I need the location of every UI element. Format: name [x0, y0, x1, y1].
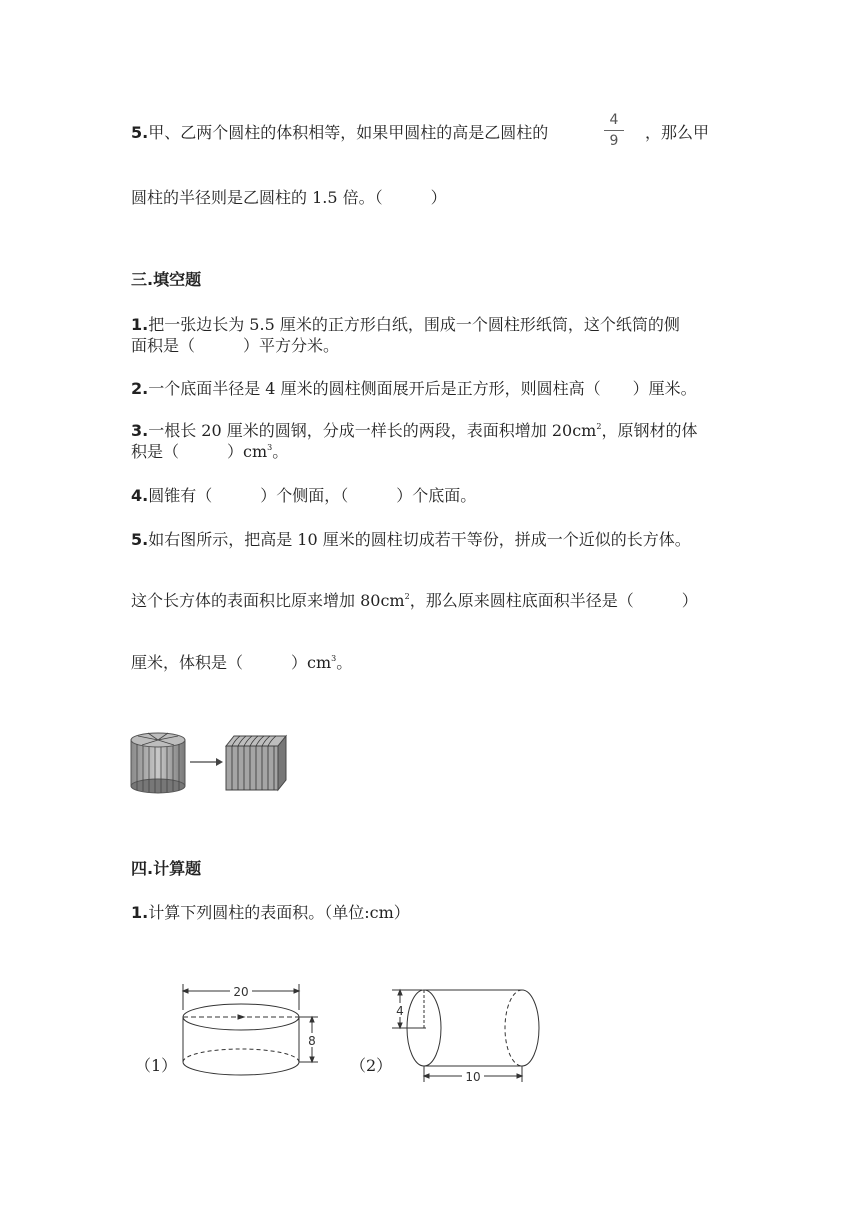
- question-text: 厘米，体积是（ ）cm: [131, 653, 332, 672]
- question-text: 甲、乙两个圆柱的体积相等，如果甲圆柱的高是乙圆柱的: [148, 123, 549, 142]
- fill-question-5-line2: [131, 588, 698, 611]
- section-title-fill-blank: 三.填空题: [131, 270, 202, 289]
- question-text: 如右图所示，把高是 10 厘米的圆柱切成若干等份，拼成一个近似的长方体。: [148, 530, 691, 549]
- question-number: 1.: [131, 903, 149, 922]
- fill-question-4: [131, 483, 476, 506]
- question-number: 3.: [131, 421, 149, 440]
- radius-label: 4: [396, 1004, 404, 1018]
- question-text-tail: ，那么原来圆柱底面积半径是（ ）: [409, 591, 698, 610]
- tf-question-5-tail: ，那么甲: [645, 123, 710, 142]
- arrow-right-icon: [190, 758, 223, 766]
- section-title-calculation: 四.计算题: [131, 859, 202, 878]
- fraction-numerator: 4: [609, 112, 619, 128]
- superscript-3: 3: [331, 654, 337, 663]
- question-number: 5.: [131, 530, 149, 549]
- question-text: 把一张边长为 5.5 厘米的正方形白纸，围成一个圆柱形纸筒，这个纸筒的侧: [148, 315, 680, 334]
- fraction-denominator: 9: [609, 133, 619, 149]
- question-text: 计算下列圆柱的表面积。（单位:cm）: [148, 903, 410, 922]
- fill-question-1-line2: 面积是（ ）平方分米。: [131, 336, 340, 355]
- question-text: 积是（ ）cm: [131, 442, 268, 461]
- fraction-bar: [604, 130, 624, 131]
- fill-question-2: [131, 376, 697, 399]
- superscript-3: 3: [267, 443, 273, 452]
- superscript-2: 2: [596, 422, 602, 431]
- cylinder-to-cuboid-figure: [128, 728, 293, 794]
- length-label: 10: [465, 1070, 481, 1084]
- superscript-2: 2: [404, 592, 410, 601]
- question-text: 圆锥有（ ）个侧面，（ ）个底面。: [148, 486, 477, 505]
- question-text-tail: 。: [336, 653, 353, 672]
- question-text: 这个长方体的表面积比原来增加 80cm: [131, 591, 405, 610]
- fill-question-5-line3: [131, 650, 352, 673]
- question-text-tail: 。: [272, 442, 289, 461]
- fill-question-3-line1: [131, 418, 697, 441]
- question-number: 1.: [131, 315, 149, 334]
- question-number: 2.: [131, 379, 149, 398]
- fill-question-1-line1: [131, 312, 680, 335]
- fill-question-5-line1: [131, 527, 691, 550]
- calc-question-1: [131, 900, 410, 923]
- figure-2-label: （2）: [350, 1056, 393, 1075]
- question-text: 一根长 20 厘米的圆钢，分成一样长的两段，表面积增加 20cm: [148, 421, 597, 440]
- fill-question-3-line2: [131, 439, 288, 462]
- diameter-label: 20: [233, 985, 249, 999]
- question-text-tail: ，原钢材的体: [601, 421, 698, 440]
- cuboid-icon: [226, 736, 286, 790]
- question-number: 5.: [131, 123, 149, 142]
- upright-cylinder-figure: [172, 980, 327, 1080]
- question-text: 一个底面半径是 4 厘米的圆柱侧面展开后是正方形，则圆柱高（ ）厘米。: [148, 379, 697, 398]
- tf-question-5-line2: 圆柱的半径则是乙圆柱的 1.5 倍。（ ）: [131, 188, 447, 207]
- fraction-4-9: [604, 112, 624, 149]
- height-label: 8: [308, 1034, 316, 1048]
- figure-1-label: （1）: [135, 1056, 178, 1075]
- tf-question-5: [131, 120, 548, 143]
- horizontal-cylinder-figure: [390, 980, 550, 1092]
- sliced-cylinder-icon: [131, 733, 185, 793]
- question-number: 4.: [131, 486, 149, 505]
